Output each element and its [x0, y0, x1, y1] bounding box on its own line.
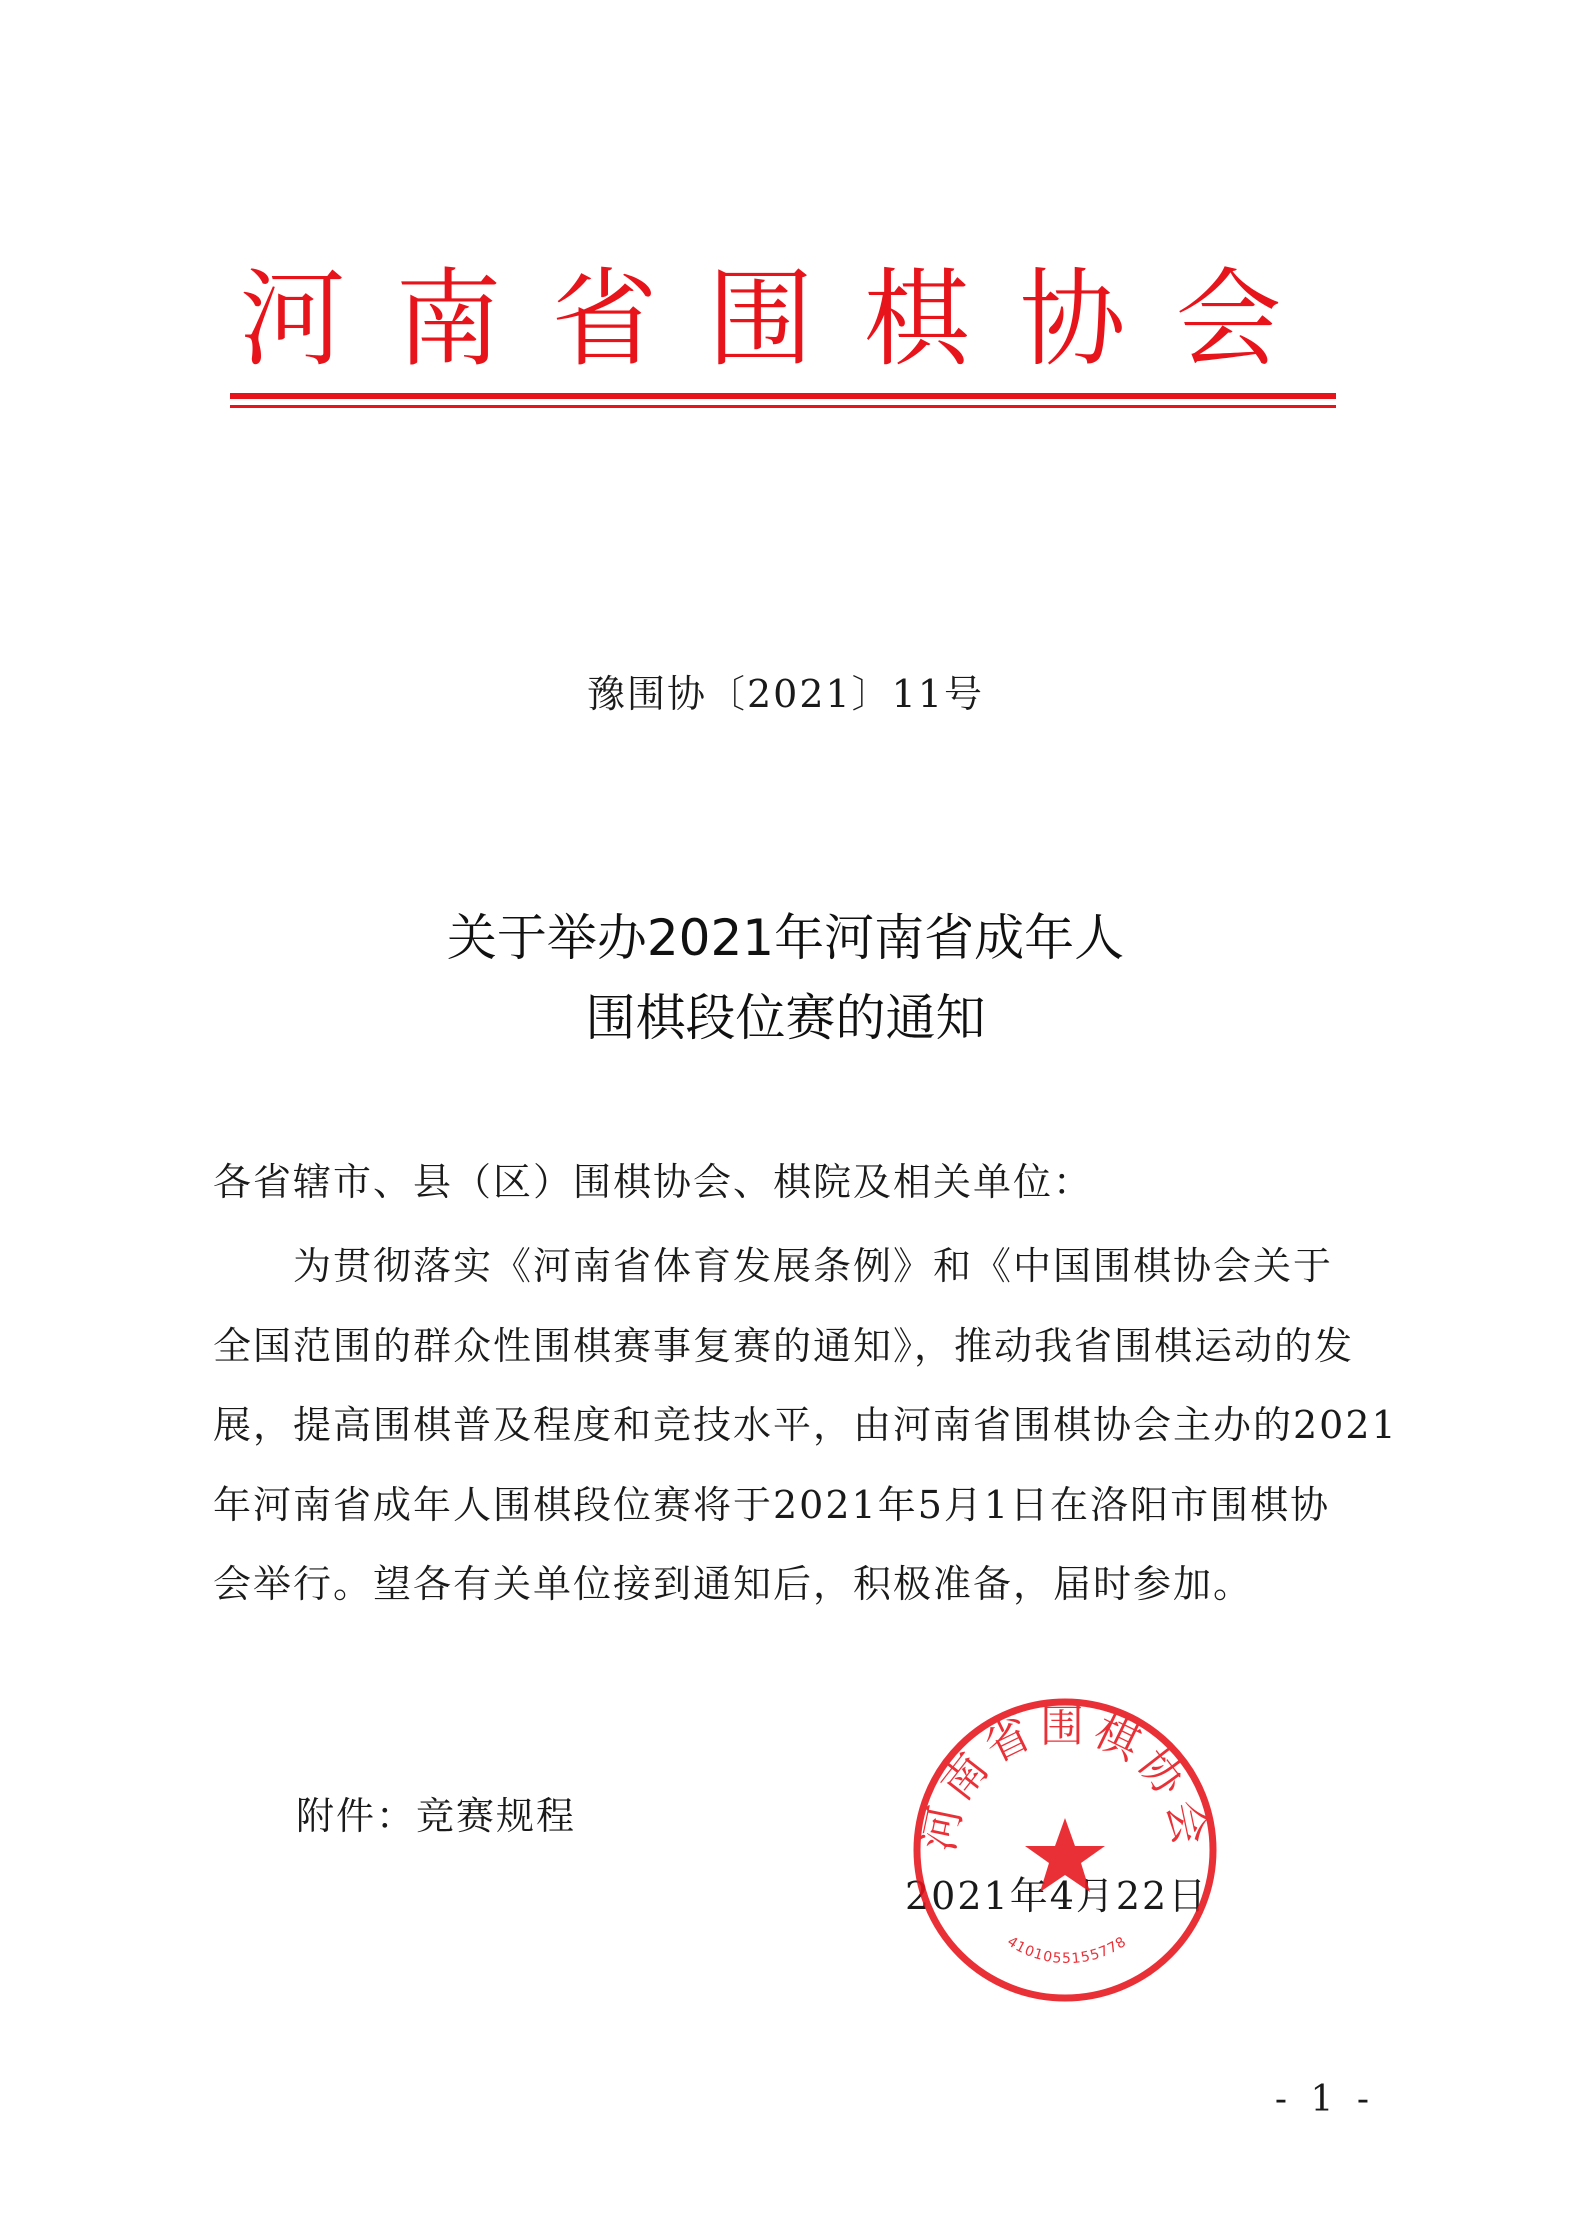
title-line-1: 关于举办2021年河南省成年人	[446, 909, 1125, 967]
letterhead-rule-thick	[230, 393, 1336, 399]
body-line: 全国范围的群众性围棋赛事复赛的通知》，推动我省围棋运动的发	[213, 1323, 1355, 1368]
body-line: 展，提高围棋普及程度和竞技水平，由河南省围棋协会主办的2021	[213, 1403, 1398, 1447]
attachment-note: 附件：竞赛规程	[296, 1794, 577, 1838]
letterhead-rule-thin	[230, 405, 1336, 408]
official-seal	[905, 1690, 1225, 2010]
seal-name-text: 河南省围棋协会	[913, 1701, 1217, 1856]
seal-star-icon	[1025, 1818, 1105, 1892]
letterhead-title: 河南省围棋协会	[239, 258, 1332, 381]
document-number: 豫围协〔2021〕11号	[586, 672, 985, 716]
body-line: 为贯彻落实《河南省体育发展条例》和《中国围棋协会关于	[213, 1244, 1334, 1288]
issue-date: 2021年4月22日	[905, 1874, 1209, 1918]
body-text	[213, 1227, 1398, 1625]
body-line: 会举行。望各有关单位接到通知后，积极准备，届时参加。	[213, 1562, 1254, 1606]
title-line-2: 围棋段位赛的通知	[585, 989, 986, 1047]
seal-code-text: 4101055155778	[1004, 1933, 1130, 1968]
document-title	[0, 898, 1571, 1058]
page-number: - 1 -	[1274, 2079, 1375, 2120]
body-line: 年河南省成年人围棋段位赛将于2021年5月1日在洛阳市围棋协	[213, 1482, 1331, 1527]
addressee: 各省辖市、县（区）围棋协会、棋院及相关单位：	[213, 1160, 1094, 1204]
